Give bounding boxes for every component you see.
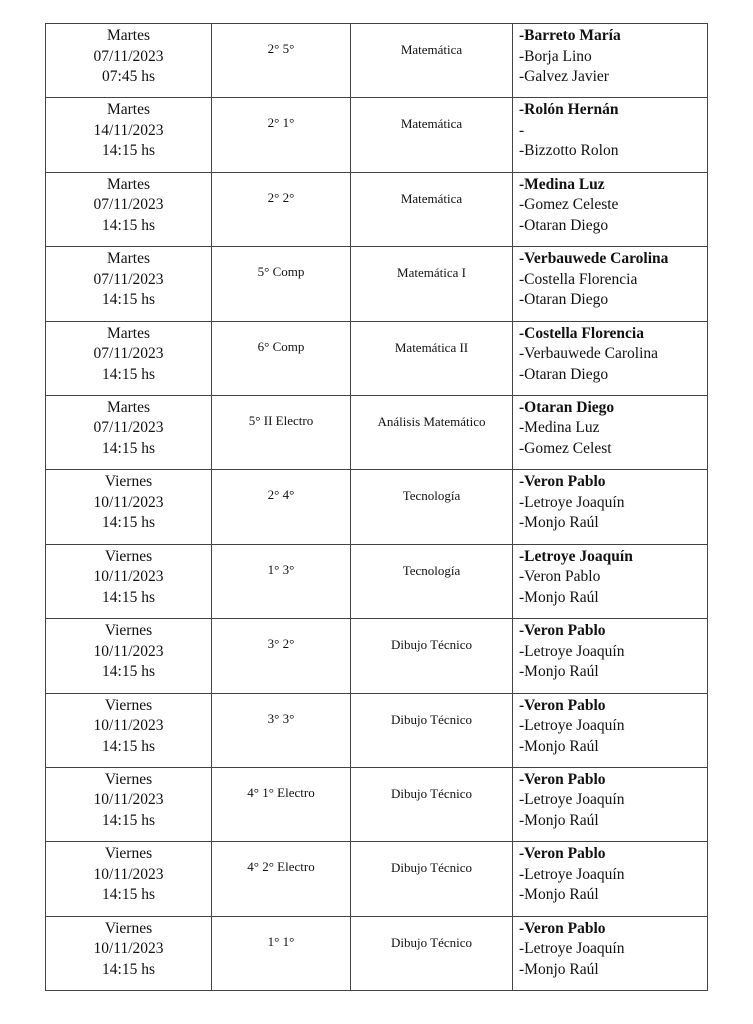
date-cell [46,544,212,618]
member: -Monjo Raúl [519,663,599,681]
time: 14:15 hs [102,291,155,309]
member: -Monjo Raúl [519,588,599,606]
date-cell [46,172,212,246]
members-cell [513,916,708,990]
date: 07/11/2023 [93,196,164,214]
subject-cell: Dibujo Técnico [351,767,513,841]
subject-cell: Matemática I [351,247,513,321]
date: 10/11/2023 [93,642,164,660]
date-cell [46,98,212,172]
date-cell [46,247,212,321]
subject-cell: Matemática [351,24,513,98]
time: 14:15 hs [102,960,155,978]
members-cell [513,247,708,321]
table-row [46,247,708,321]
date: 10/11/2023 [93,717,164,735]
president: -Veron Pablo [519,696,606,714]
member: -Letroye Joaquín [519,791,625,809]
member: -Verbauwede Carolina [519,345,659,363]
course-cell: 3° 3° [212,693,351,767]
date: 10/11/2023 [93,493,164,511]
table-row [46,321,708,395]
day: Viernes [104,696,153,714]
member: -Galvez Javier [519,68,609,85]
subject-cell: Dibujo Técnico [351,619,513,693]
subject-cell: Matemática [351,98,513,172]
president: -Veron Pablo [519,770,606,788]
member: -Medina Luz [519,419,600,437]
member: -Otaran Diego [519,216,609,234]
date: 10/11/2023 [93,568,164,586]
time: 14:15 hs [102,216,155,234]
member: -Costella Florencia [519,270,638,288]
date-cell [46,842,212,916]
course-cell: 4° 2° Electro [212,842,351,916]
time: 14:15 hs [102,886,155,904]
table-row [46,619,708,693]
date: 07/11/2023 [93,270,164,288]
table-row [46,916,708,990]
date-cell [46,767,212,841]
table-row [46,767,708,841]
subject-cell: Dibujo Técnico [351,693,513,767]
day: Martes [106,175,151,193]
date: 10/11/2023 [93,940,164,958]
course-cell: 2° 4° [212,470,351,544]
members-cell [513,24,708,98]
day: Viernes [104,770,153,788]
member: -Letroye Joaquín [519,642,625,660]
course-cell: 2° 1° [212,98,351,172]
day: Martes [106,27,151,44]
table-row [46,395,708,469]
date-cell [46,470,212,544]
subject-cell: Tecnología [351,470,513,544]
table-row [46,470,708,544]
time: 14:15 hs [102,811,155,829]
time: 14:15 hs [102,588,155,606]
member: -Monjo Raúl [519,886,599,904]
date-cell [46,395,212,469]
member: -Gomez Celest [519,439,612,457]
table-row [46,544,708,618]
member: -Veron Pablo [519,568,601,586]
president: -Barreto María [519,27,621,44]
members-cell [513,172,708,246]
course-cell: 1° 1° [212,916,351,990]
course-cell: 5° II Electro [212,395,351,469]
course-cell: 5° Comp [212,247,351,321]
time: 14:15 hs [102,663,155,681]
president: -Rolón Hernán [519,101,619,119]
course-cell: 2° 5° [212,24,351,98]
date: 07/11/2023 [93,345,164,363]
members-cell [513,767,708,841]
time: 14:15 hs [102,365,155,383]
date: 07/11/2023 [93,419,164,437]
date-cell [46,24,212,98]
member: -Monjo Raúl [519,514,599,532]
course-cell: 2° 2° [212,172,351,246]
member: -Gomez Celeste [519,196,619,214]
time: 14:15 hs [102,439,155,457]
members-cell [513,321,708,395]
member: -Borja Lino [519,47,592,65]
members-cell [513,98,708,172]
member: -Monjo Raúl [519,960,599,978]
time: 14:15 hs [102,514,155,532]
day: Viernes [104,845,153,863]
date-cell [46,693,212,767]
members-cell [513,544,708,618]
table-row [46,98,708,172]
day: Viernes [104,547,153,565]
subject-cell: Matemática [351,172,513,246]
course-cell: 3° 2° [212,619,351,693]
member: -Letroye Joaquín [519,940,625,958]
date-cell [46,321,212,395]
day: Viernes [104,919,153,937]
president: -Medina Luz [519,175,605,193]
date: 10/11/2023 [93,865,164,883]
table-row [46,842,708,916]
date: 10/11/2023 [93,791,164,809]
date-cell [46,916,212,990]
members-cell [513,619,708,693]
subject-cell: Matemática II [351,321,513,395]
course-cell: 1° 3° [212,544,351,618]
president: -Veron Pablo [519,845,606,863]
member: -Bizzotto Rolon [519,142,619,160]
member: -Letroye Joaquín [519,493,625,511]
member: -Letroye Joaquín [519,865,625,883]
day: Martes [106,250,151,268]
members-cell [513,693,708,767]
subject-cell: Dibujo Técnico [351,916,513,990]
subject-cell: Análisis Matemático [351,395,513,469]
president: -Verbauwede Carolina [519,250,669,268]
table-row [46,24,708,98]
day: Martes [106,324,151,342]
president: -Costella Florencia [519,324,644,342]
member: - [519,121,525,139]
members-cell [513,842,708,916]
day: Viernes [104,473,153,491]
president: -Veron Pablo [519,919,606,937]
member: -Letroye Joaquín [519,717,625,735]
member: -Otaran Diego [519,365,609,383]
member: -Monjo Raúl [519,737,599,755]
course-cell: 4° 1° Electro [212,767,351,841]
date: 14/11/2023 [93,121,164,139]
president: -Veron Pablo [519,473,606,491]
member: -Monjo Raúl [519,811,599,829]
members-cell [513,470,708,544]
president: -Letroye Joaquín [519,547,633,565]
time: 07:45 hs [102,68,155,85]
course-cell: 6° Comp [212,321,351,395]
subject-cell: Tecnología [351,544,513,618]
day: Martes [106,101,151,119]
day: Martes [106,398,151,416]
time: 14:15 hs [102,737,155,755]
date-cell [46,619,212,693]
day: Viernes [104,622,153,640]
table-row [46,172,708,246]
time: 14:15 hs [102,142,155,160]
member: -Otaran Diego [519,291,609,309]
table-row [46,693,708,767]
members-cell [513,395,708,469]
exam-schedule-table [45,23,708,991]
president: -Otaran Diego [519,398,615,416]
date: 07/11/2023 [93,47,164,65]
president: -Veron Pablo [519,622,606,640]
subject-cell: Dibujo Técnico [351,842,513,916]
